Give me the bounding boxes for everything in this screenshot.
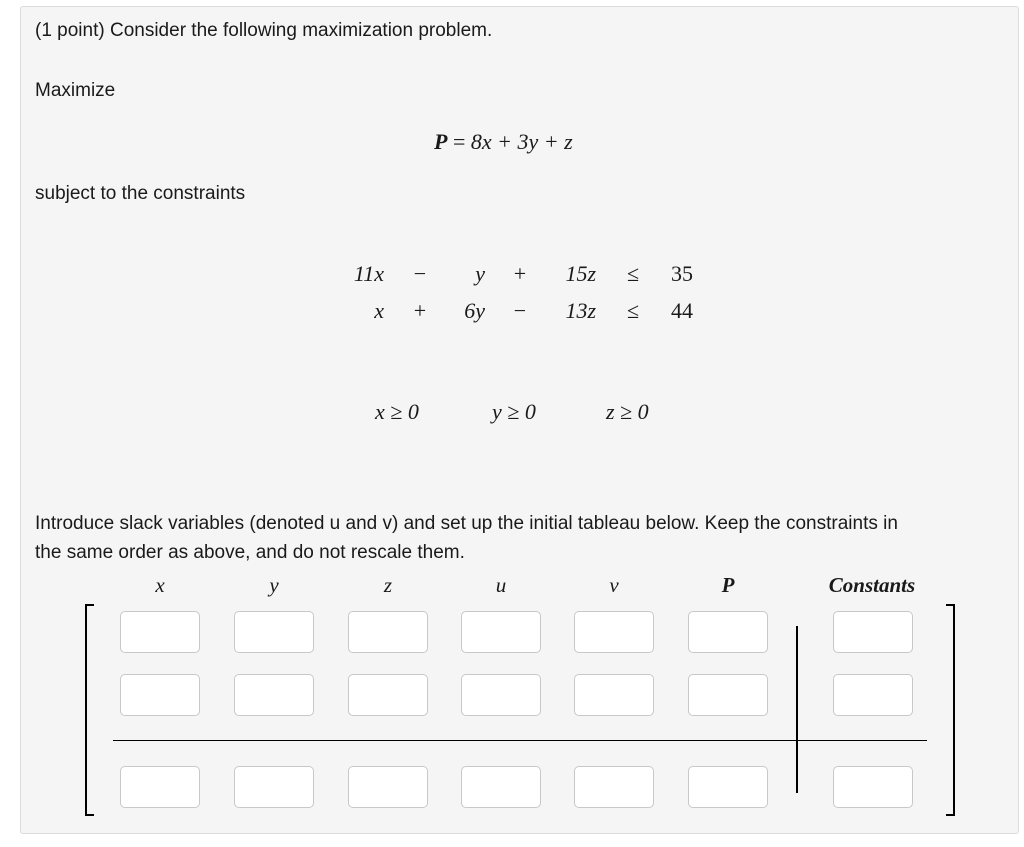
constraint-2-term-y: 6y (464, 298, 485, 323)
tableau-r2-constants-input[interactable] (833, 674, 913, 716)
nonneg-x: x ≥ 0 (375, 399, 419, 424)
tableau-r3-v-input[interactable] (574, 766, 654, 808)
objective-eq: = (452, 129, 466, 154)
objective-row-divider (113, 740, 927, 741)
constraint-2-relation: ≤ (626, 298, 640, 323)
tableau-r2-x-input[interactable] (120, 674, 200, 716)
tableau-r3-x-input[interactable] (120, 766, 200, 808)
left-bracket-bar (85, 604, 87, 816)
tableau-r3-u-input[interactable] (461, 766, 541, 808)
tableau-header-x: x (155, 573, 165, 597)
constraint-1-op1: − (413, 261, 427, 286)
tableau-r3-z-input[interactable] (348, 766, 428, 808)
constraint-2-op1: + (413, 298, 427, 323)
constraints-label: subject to the constraints (35, 183, 246, 204)
tableau-header-u: u (495, 573, 507, 597)
instructions-line-1: Introduce slack variables (denoted u and v) and set up the initial tableau below. Keep the constraints in (35, 513, 898, 534)
tableau-r1-p-input[interactable] (688, 611, 768, 653)
tableau-r1-x-input[interactable] (120, 611, 200, 653)
objective-lhs: P (434, 129, 448, 154)
right-bracket-bottom (946, 814, 955, 816)
tableau-r2-p-input[interactable] (688, 674, 768, 716)
instructions-line-2: the same order as above, and do not rescale them. (35, 542, 465, 563)
tableau-r2-y-input[interactable] (234, 674, 314, 716)
constraint-2-op2: − (513, 298, 527, 323)
tableau-r3-y-input[interactable] (234, 766, 314, 808)
tableau-header-v: v (609, 573, 619, 597)
constraint-1-term-z: 15z (565, 261, 596, 286)
augment-divider (796, 626, 798, 793)
constraint-1-term-x: 11x (353, 261, 384, 286)
constraint-1-op2: + (513, 261, 527, 286)
left-bracket-top (85, 604, 94, 606)
tableau-r2-z-input[interactable] (348, 674, 428, 716)
tableau-r1-y-input[interactable] (234, 611, 314, 653)
tableau-header-p: P (721, 573, 735, 597)
tableau-header-constants: Constants (828, 573, 916, 597)
constraint-2-term-x: x (374, 298, 384, 323)
maximize-label: Maximize (35, 80, 116, 101)
tableau-header-z: z (383, 573, 393, 597)
tableau-r1-z-input[interactable] (348, 611, 428, 653)
tableau-r1-u-input[interactable] (461, 611, 541, 653)
nonneg-z: z ≥ 0 (606, 399, 649, 424)
tableau-header-y: y (269, 573, 279, 597)
tableau-r3-constants-input[interactable] (833, 766, 913, 808)
constraint-1-term-y: y (475, 261, 485, 286)
tableau-r1-constants-input[interactable] (833, 611, 913, 653)
constraint-2-rhs: 44 (671, 298, 693, 323)
left-bracket-bottom (85, 814, 94, 816)
tableau-r2-u-input[interactable] (461, 674, 541, 716)
constraint-1-rhs: 35 (671, 261, 693, 286)
tableau-r3-p-input[interactable] (688, 766, 768, 808)
constraint-1-relation: ≤ (626, 261, 640, 286)
problem-intro: (1 point) Consider the following maximization problem. (35, 20, 493, 41)
tableau-r2-v-input[interactable] (574, 674, 654, 716)
objective-rhs: 8x + 3y + z (470, 129, 573, 154)
right-bracket-top (946, 604, 955, 606)
objective-function (434, 129, 573, 155)
nonneg-y: y ≥ 0 (492, 399, 536, 424)
constraint-2-term-z: 13z (565, 298, 596, 323)
right-bracket-bar (953, 604, 955, 816)
tableau-r1-v-input[interactable] (574, 611, 654, 653)
